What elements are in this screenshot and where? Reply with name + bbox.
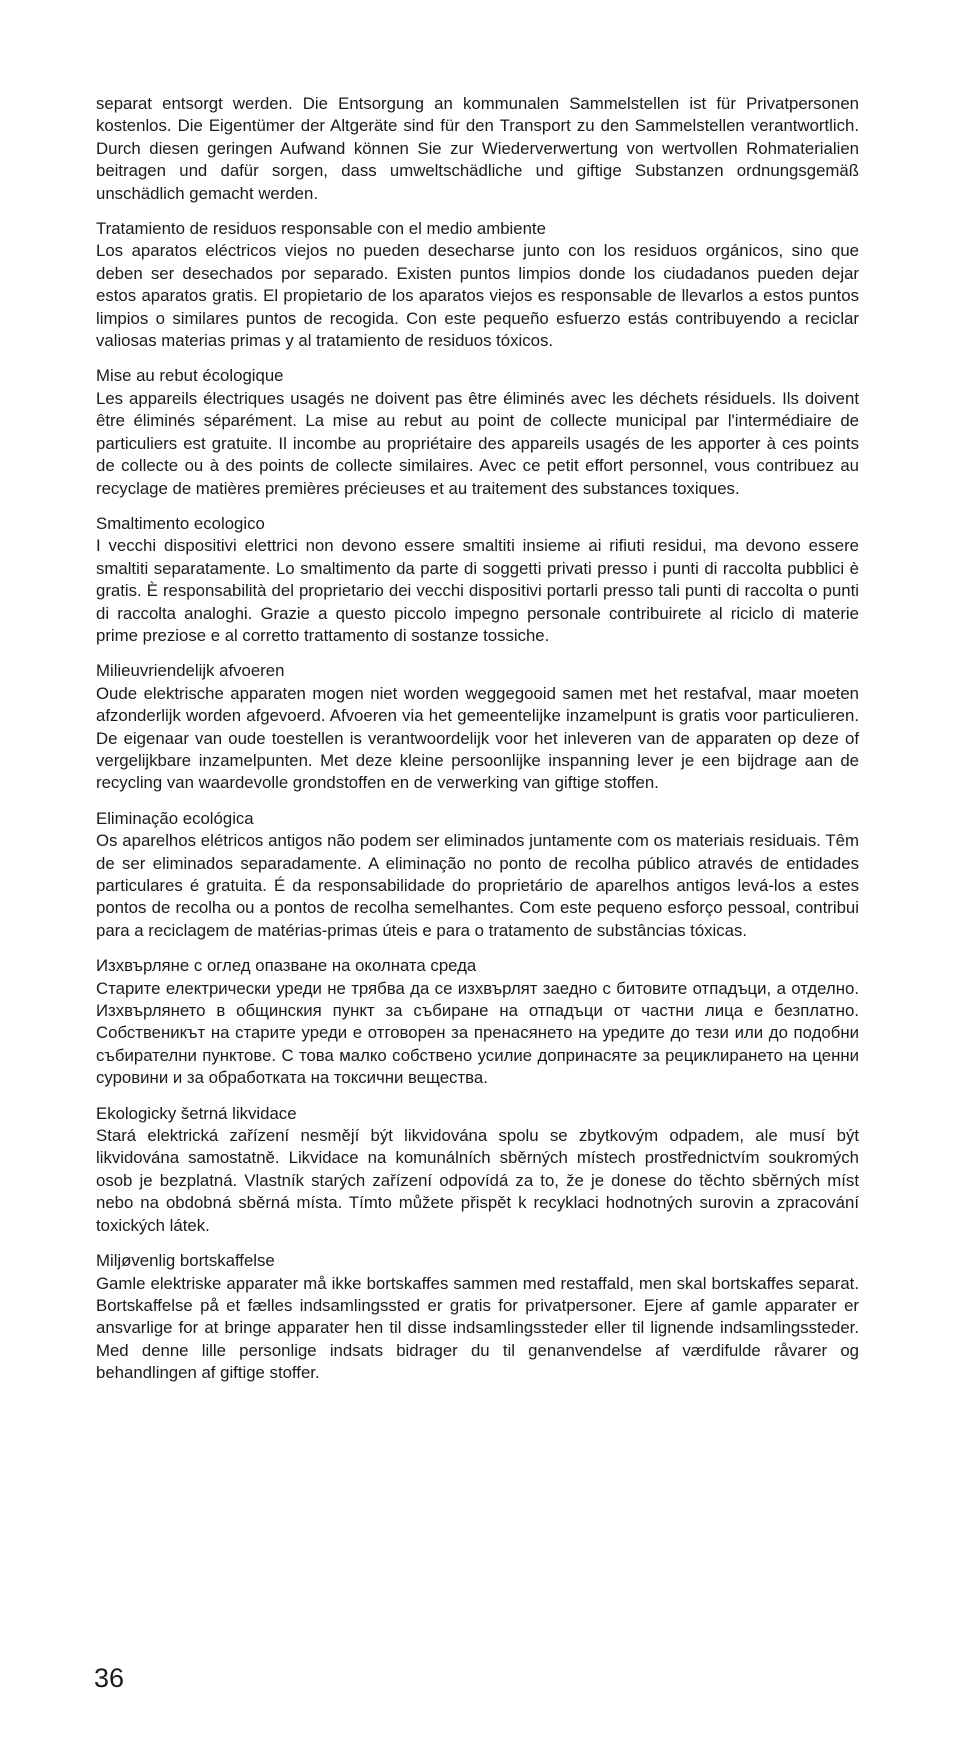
- section-heading: Smaltimento ecologico: [96, 513, 265, 533]
- section-heading: Tratamiento de residuos responsable con el medio ambiente: [96, 219, 546, 239]
- section-spanish: [96, 218, 859, 352]
- section-paragraph: Старите електрически уреди не трябва да се изхвърлят заедно с битовите отпадъци, а отделно. Изхвърлянето в общинския пункт за събиране на отпадъци от частни лица е безплатно. Собственикът на старите уреди е отговорен за пренасянето на уредите до тези или до подобни събирателни пунктове. С това малко собствено усилие допринасяте за рециклирането на ценни суровини и за обработката на токсични вещества.: [96, 978, 859, 1088]
- intro-paragraph: separat entsorgt werden. Die Entsorgung an kommunalen Sammelstellen ist für Privatpersonen kostenlos. Die Eigentümer der Altgeräte sind für den Transport zu den Sammelstellen verantwortlich. Durch diesen geringen Aufwand können Sie zur Wiederverwertung von wertvollen Rohmaterialien beitragen und dafür sorgen, dass umweltschädliche und giftige Substanzen ordnungsgemäß unschädlich gemacht werden.: [96, 94, 859, 203]
- section-italian: [96, 513, 859, 647]
- section-paragraph: Stará elektrická zařízení nesmějí být likvidována spolu se zbytkovým odpadem, ale musí být likvidována samostatně. Likvidace na komunálních sběrných místech prostřednictvím soukromých osob je bezplatná. Vlastník starých zařízení odpovídá za to, že je donese do těchto sběrných míst nebo na obdobná sběrná místa. Tímto můžete přispět k recyklaci hodnotných surovin a zpracování toxických látek.: [96, 1126, 859, 1235]
- section-paragraph: Les appareils électriques usagés ne doivent pas être éliminés avec les déchets résiduels. Ils doivent être éliminés séparément. La mise au rebut au point de collecte municipal par l'intermédiaire de particuliers est gratuite. Il incombe au propriétaire des appareils usagés de les apporter à ces points de collecte ou à des points de collecte similaires. Avec ce petit effort personnel, vous contribuez au recyclage de matières premières précieuses et au traitement des substances toxiques.: [96, 388, 859, 498]
- section-paragraph: Os aparelhos elétricos antigos não podem ser eliminados juntamente com os materiais residuais. Têm de ser eliminados separadamente. A eliminação no ponto de recolha público através de entidades particulares é gratuita. É da responsabilidade do proprietário de aparelhos antigos levá-los a estes pontos de recolha ou a pontos de recolha semelhantes. Com este pequeno esforço pessoal, contribui para a reciclagem de matérias-primas úteis e para o tratamento de substâncias tóxicas.: [96, 831, 859, 940]
- section-czech: [96, 1103, 859, 1237]
- intro-section: [96, 93, 859, 205]
- section-paragraph: I vecchi dispositivi elettrici non devono essere smaltiti insieme ai rifiuti residui, ma devono essere smaltiti separatamente. Lo smaltimento da parte di soggetti privati presso i punti di raccolta pubblici è gratis. È responsabilità del proprietario dei vecchi dispositivi portarli presso tali punti di raccolta o punti di raccolta analoghi. Grazie a questo piccolo impegno personale contribuirete al riciclo di materie prime preziose e al corretto trattamento di sostanze tossiche.: [96, 536, 859, 645]
- section-heading: Ekologicky šetrná likvidace: [96, 1103, 297, 1123]
- section-portuguese: [96, 808, 859, 942]
- section-paragraph: Oude elektrische apparaten mogen niet worden weggegooid samen met het restafval, maar moeten afzonderlijk worden afgevoerd. Afvoeren via het gemeentelijke inzamelpunt is gratis voor particulieren. De eigenaar van oude toestellen is verantwoordelijk voor het inleveren van de apparaten op deze of vergelijkbare inzamelpunten. Met deze kleine persoonlijke inspanning lever je een bijdrage aan de recycling van waardevolle grondstoffen en de verwerking van giftige stoffen.: [96, 683, 859, 793]
- section-heading: Изхвърляне с оглед опазване на околната среда: [96, 956, 477, 976]
- page-number: 36: [94, 1663, 125, 1693]
- section-paragraph: Gamle elektriske apparater må ikke bortskaffes sammen med restaffald, men skal bortskaffes separat. Bortskaffelse på et fælles indsamlingssted er gratis for privatpersoner. Ejere af gamle apparater er ansvarlige for at bringe apparater hen til disse indsamlingssteder eller til lignende indsamlingssteder. Med denne lille personlige indsats bidrager du til genanvendelse af værdifulde råvarer og behandlingen af giftige stoffer.: [96, 1273, 859, 1383]
- section-heading: Milieuvriendelijk afvoeren: [96, 661, 285, 681]
- section-french: [96, 365, 859, 499]
- section-bulgarian: [96, 955, 859, 1089]
- section-heading: Miljøvenlig bortskaffelse: [96, 1251, 275, 1271]
- section-paragraph: Los aparatos eléctricos viejos no pueden desecharse junto con los residuos orgánicos, sino que deben ser desechados por separado. Existen puntos limpios donde los ciudadanos pueden dejar estos aparatos gratis. El propietario de los aparatos viejos es responsable de llevarlos a estos puntos limpios o similares puntos de recogida. Con este pequeño esfuerzo estás contribuyendo a reciclar valiosas materias primas y al tratamiento de residuos tóxicos.: [96, 241, 859, 351]
- section-heading: Eliminação ecológica: [96, 808, 254, 828]
- section-danish: [96, 1250, 859, 1384]
- section-heading: Mise au rebut écologique: [96, 366, 284, 386]
- page-content: [96, 93, 859, 1398]
- section-dutch: [96, 660, 859, 794]
